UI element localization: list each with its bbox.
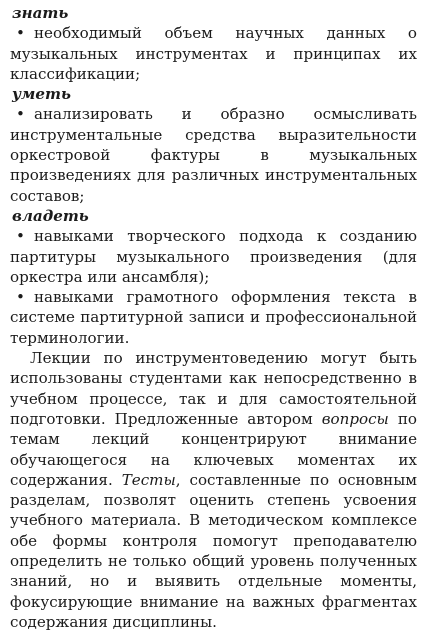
bullet-mark: • (16, 288, 25, 307)
bullet-can-1 (10, 104, 417, 205)
bullet-mark: • (16, 105, 25, 124)
bullet-text: навыками творческого подхода к созданию партитуры музыкального произведения (для оркестра или ансамбля); (10, 227, 417, 286)
bullet-master-2 (10, 287, 417, 348)
bullet-text: анализировать и образно осмысливать инструментальные средства выразительности оркестровой фактуры в музыкальных произведениях для различных инструментальных составов; (10, 105, 417, 205)
paragraph-text-2: по темам лекций концентрируют внимание обучающегося на ключевых моментах их содержания. (10, 409, 417, 489)
paragraph-text-1: Лекции по инструментоведению могут быть использованы студентами как непосредственно в учебном процессе, так и для самостоятельной подготовки. Предложенные автором (10, 349, 417, 428)
heading-know: знать (12, 4, 69, 22)
bullet-mark: • (16, 227, 25, 246)
paragraph-text-3: , составленные по основным разделам, позволят оценить степень усвоения учебного материала. В методическом комплексе обе формы контроля помогут преподавателю определить не только общий уровень полученных знаний, но и выявить отдельные моменты, фокусирующие внимание на важных фрагментах содержания дисциплины. (10, 470, 417, 631)
heading-master: владеть (12, 206, 89, 225)
bullet-master-1 (10, 226, 417, 287)
paragraph-emphasis-questions: вопросы (321, 409, 389, 428)
bullet-mark: • (16, 24, 25, 43)
paragraph-emphasis-tests: Тесты (121, 470, 176, 489)
bullet-text: навыками грамотного оформления текста в системе партитурной записи и профессиональной терминологии. (10, 288, 417, 347)
heading-can: уметь (12, 85, 71, 104)
body-paragraph (10, 348, 417, 632)
bullet-know-1 (10, 23, 417, 84)
bullet-text: необходимый объем научных данных о музыкальных инструментах и принципах их классификации; (10, 24, 417, 83)
